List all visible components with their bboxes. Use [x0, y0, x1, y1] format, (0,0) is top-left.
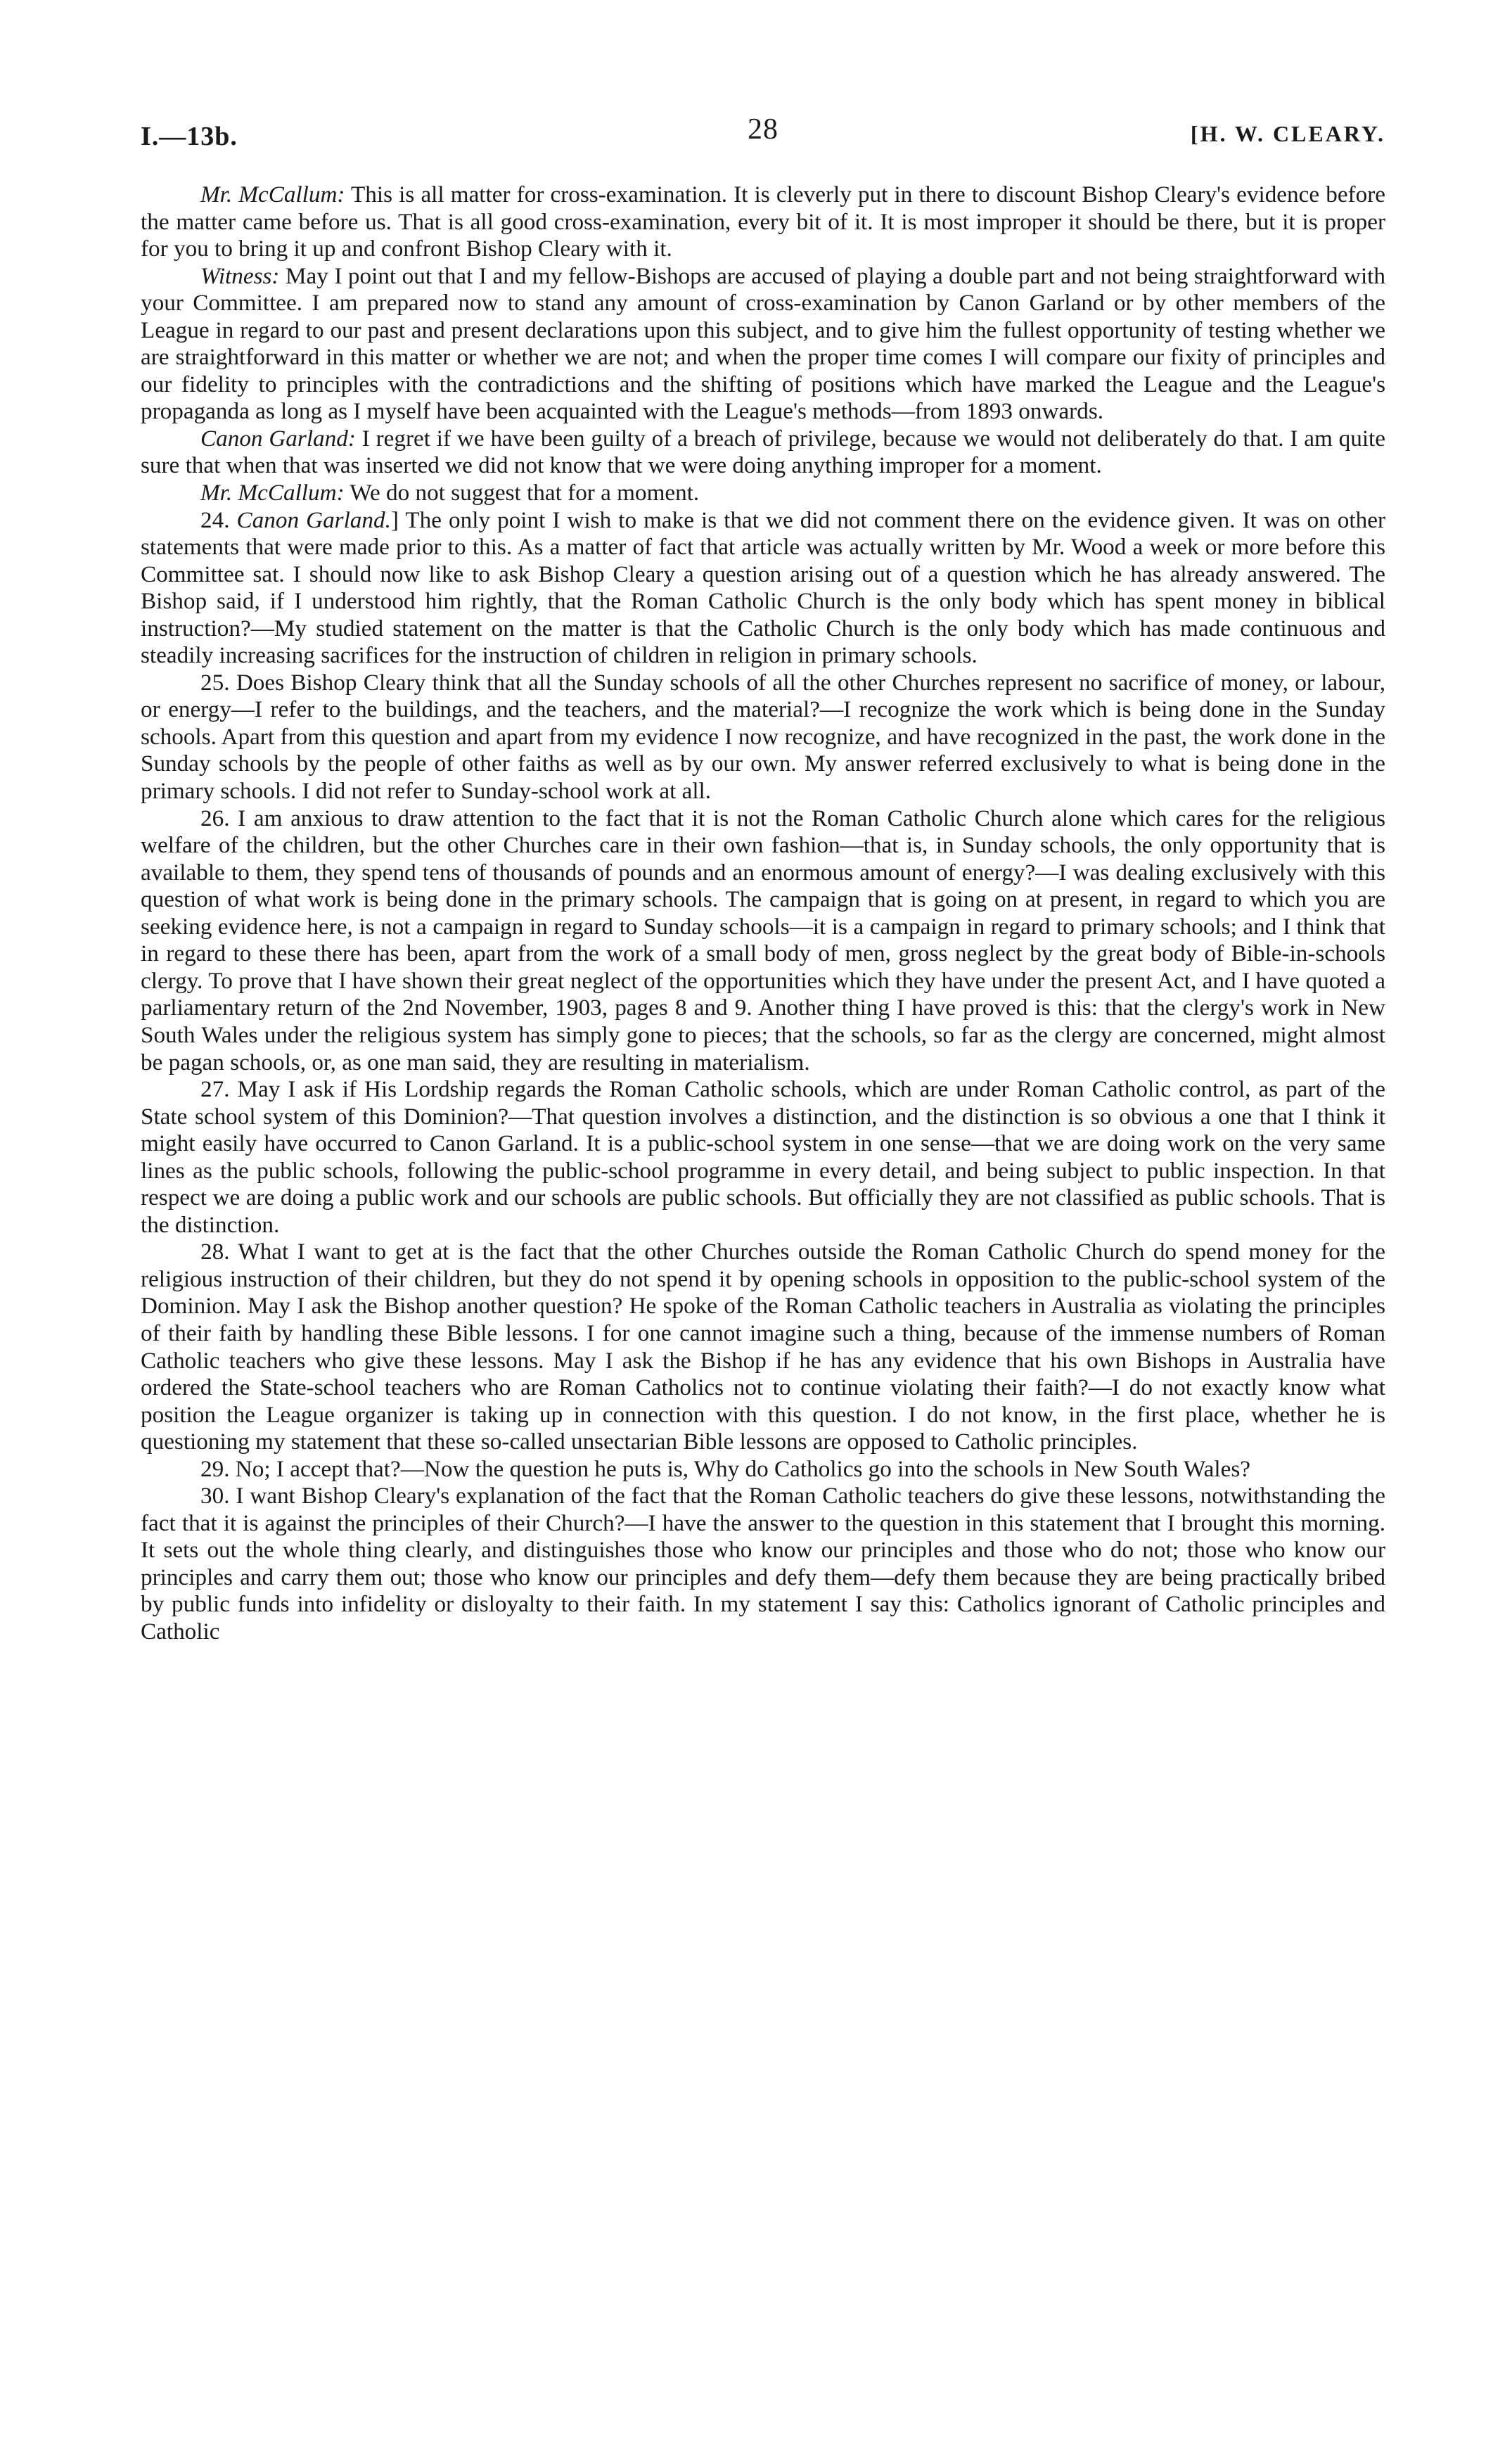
question-number: 25.: [200, 669, 230, 696]
paragraph-text: Does Bishop Cleary think that all the Sunday schools of all the other Churches represent no sacrifice of money, or labour, or energy—I refer to the buildings, and the teachers, and the material?—I recognize the work which is being done in the Sunday schools. Apart from this question and apart from my evidence I now recognize, and have recognized in the past, the work done in the Sunday schools by the people of other faiths as well as by our own. My answer referred exclusively to what is being done in the primary schools. I did not refer to Sunday-school work at all.: [141, 669, 1386, 805]
document-page: [141, 113, 1385, 1646]
speaker-label: Canon Garland.: [236, 506, 391, 533]
question-26: [141, 805, 1385, 1076]
question-number: 30.: [200, 1483, 230, 1509]
question-number: 27.: [200, 1076, 230, 1103]
speaker-label: Witness:: [200, 262, 280, 289]
paragraph-text: ] The only point I wish to make is that we did not comment there on the evidence given. It was on other statements that were made prior to this. As a matter of fact that article was actually written by Mr. Wood a week or more before this Committee sat. I should now like to ask Bishop Cleary a question arising out of a question which he has already answered. The Bishop said, if I understood him rightly, that the Roman Catholic Church is the only body which has spent money in biblical instruction?—My studied statement on the matter is that the Catholic Church is the only body which has made continuous and steadily increasing sacrifices for the instruction of children in religion in primary schools.: [141, 506, 1385, 669]
evidence-text: [141, 181, 1385, 1646]
witness-name: [H. W. CLEARY.: [1190, 121, 1385, 146]
question-number: 29.: [200, 1455, 230, 1482]
speaker-label: Mr. McCallum:: [200, 181, 345, 207]
paragraph: [141, 181, 1385, 263]
question-number: 26.: [200, 805, 230, 831]
paragraph-text: I am anxious to draw attention to the fact that it is not the Roman Catholic Church alone which cares for the religious welfare of the children, but the other Churches care in their own fashion—that is, in Sunday schools, the only opportunity that is available to them, they spend tens of thousands of pounds and an enormous amount of energy?—I was dealing exclusively with this question of what work is being done in the primary schools. The campaign that is going on at present, in regard to which you are seeking evidence here, is not a campaign in regard to Sunday schools—it is a campaign in regard to primary schools; and I think that in regard to these there has been, apart from the work of a small body of men, gross neglect by the great body of Bible-in-schools clergy. To prove that I have shown their great neglect of the opportunities which they have under the present Act, and I have quoted a parliamentary return of the 2nd November, 1903, pages 8 and 9. Another thing I have proved is this: that the clergy's work in New South Wales under the religious system has simply gone to pieces; that the schools, so far as the clergy are concerned, might almost be pagan schools, or, as one man said, they are resulting in materialism.: [141, 805, 1386, 1075]
question-25: [141, 670, 1385, 805]
paragraph-text: I regret if we have been guilty of a breach of privilege, because we would not deliberately do that. I am quite sure that when that was inserted we did not know that we were doing anything improper for a moment.: [141, 425, 1385, 479]
speaker-label: Canon Garland:: [200, 425, 356, 452]
paragraph-text: May I ask if His Lordship regards the Roman Catholic schools, which are under Roman Catholic control, as part of the State school system of this Dominion?—That question involves a distinction, and the distinction is so obvious a one that I think it might easily have occurred to Canon Garland. It is a public-school system in one sense—that we are doing work on the very same lines as the public schools, following the public-school programme in every detail, and being subject to public inspection. In that respect we are doing a public work and our schools are public schools. But officially they are not classified as public schools. That is the distinction.: [141, 1076, 1385, 1238]
paper-reference: I.—13b.: [141, 122, 238, 151]
question-30: [141, 1483, 1385, 1645]
paragraph-text: What I want to get at is the fact that the other Churches outside the Roman Catholic Church do spend money for the religious instruction of their children, but they do not spend it by opening schools in opposition to the public-school system of the Dominion. May I ask the Bishop another question? He spoke of the Roman Catholic teachers in Australia as violating the principles of their faith by handling these Bible lessons. I for one cannot imagine such a thing, because of the immense numbers of Roman Catholic teachers who give these lessons. May I ask the Bishop if he has any evidence that his own Bishops in Australia have ordered the State-school teachers who are Roman Catholics not to continue violating their faith?—I do not exactly know what position the League organizer is taking up in connection with this question. I do not know, in the first place, whether he is questioning my statement that these so-called unsectarian Bible lessons are opposed to Catholic principles.: [141, 1239, 1385, 1455]
question-28: [141, 1239, 1385, 1455]
question-27: [141, 1076, 1385, 1239]
paragraph-text: No; I accept that?—Now the question he puts is, Why do Catholics go into the schools in New South Wales?: [235, 1455, 1250, 1482]
question-29: [141, 1456, 1385, 1483]
paragraph: [141, 263, 1385, 426]
paragraph-text: I want Bishop Cleary's explanation of the fact that the Roman Catholic teachers do give these lessons, notwithstanding the fact that it is against the principles of their Church?—I have the answer to the question in this statement that I brought this morning. It sets out the whole thing clearly, and distinguishes those who know our principles and those who do not; those who know our principles and carry them out; those who know our principles and defy them—defy them because they are being practically bribed by public funds into infidelity or disloyalty to their faith. In my statement I say this: Catholics ignorant of Catholic principles and Catholic: [141, 1483, 1386, 1644]
page-header: [141, 113, 1385, 162]
paragraph-text: May I point out that I and my fellow-Bishops are accused of playing a double part and not being straightforward with your Committee. I am prepared now to stand any amount of cross-examination by Canon Garland or by other members of the League in regard to our past and present declarations upon this subject, and to give him the fullest opportunity of testing whether we are straightforward in this matter or whether we are not; and when the proper time comes I will compare our fixity of principles and our fidelity to principles with the contradictions and the shifting of positions which have marked the League and the League's propaganda as long as I myself have been acquainted with the League's methods—from 1893 onwards.: [141, 262, 1385, 425]
speaker-label: Mr. McCallum:: [200, 480, 345, 506]
paragraph-text: This is all matter for cross-examination. It is cleverly put in there to discount Bishop Cleary's evidence before the matter came before us. That is all good cross-examination, every bit of it. It is most improper it should be there, but it is proper for you to bring it up and confront Bishop Cleary with it.: [141, 181, 1385, 262]
question-number: 28.: [200, 1239, 230, 1265]
paragraph: [141, 480, 1385, 507]
paragraph: [141, 426, 1385, 480]
page-number: 28: [748, 113, 779, 146]
question-24: [141, 507, 1385, 670]
paragraph-text: We do not suggest that for a moment.: [344, 480, 700, 506]
question-number: 24.: [200, 506, 230, 533]
